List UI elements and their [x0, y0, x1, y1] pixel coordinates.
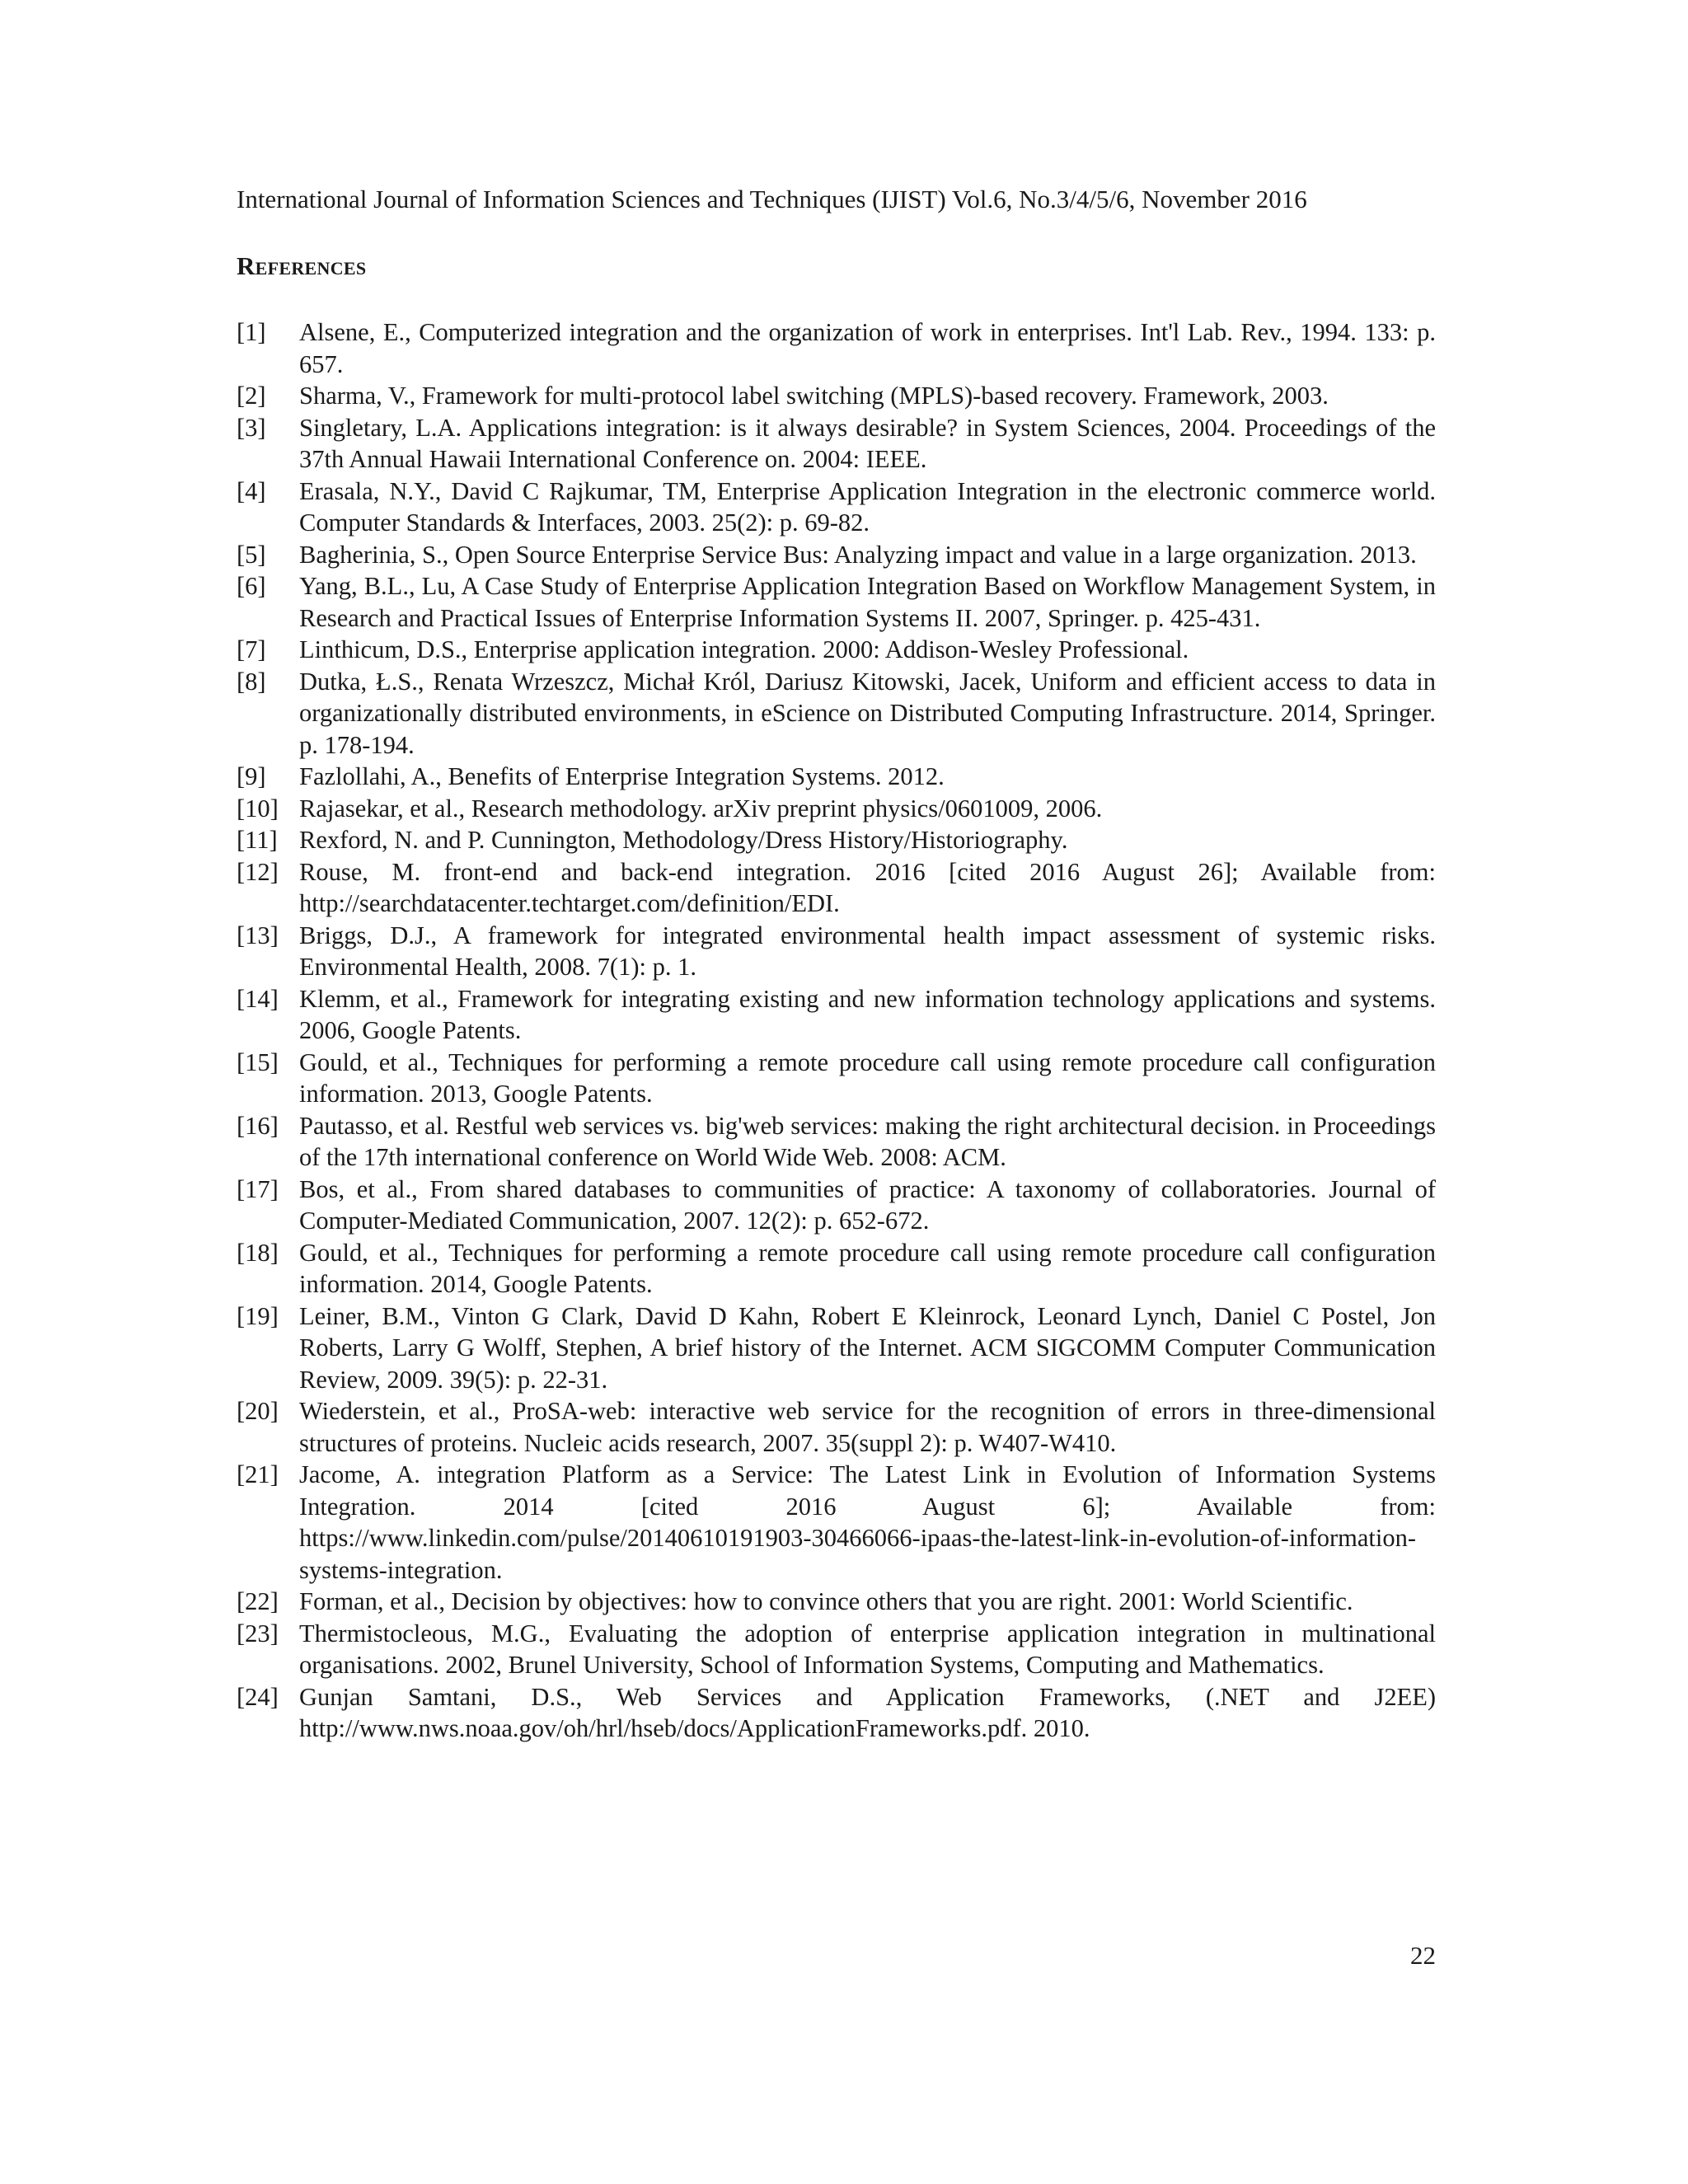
reference-item	[237, 634, 1436, 666]
reference-item	[237, 539, 1436, 571]
reference-item	[237, 476, 1436, 539]
reference-number: [23]	[237, 1619, 279, 1647]
reference-number: [11]	[237, 826, 278, 854]
reference-item	[237, 1618, 1436, 1681]
reference-text: Gould, et al., Techniques for performing a remote procedure call using remote procedure call configuration information. 2014, Google Patents.	[299, 1238, 1436, 1298]
reference-item	[237, 920, 1436, 983]
reference-text: Rexford, N. and P. Cunnington, Methodology/Dress History/Historiography.	[299, 826, 1068, 854]
reference-number: [22]	[237, 1587, 279, 1615]
reference-item	[237, 1395, 1436, 1459]
reference-number: [3]	[237, 413, 266, 442]
reference-number: [8]	[237, 667, 266, 696]
reference-text: Bagherinia, S., Open Source Enterprise Service Bus: Analyzing impact and value in a large organization. 2013.	[299, 540, 1417, 569]
reference-text: Forman, et al., Decision by objectives: how to convince others that you are right. 2001: World Scientific.	[299, 1587, 1353, 1615]
reference-text: Sharma, V., Framework for multi-protocol label switching (MPLS)-based recovery. Framework, 2003.	[299, 382, 1329, 410]
reference-number: [20]	[237, 1397, 279, 1425]
reference-number: [15]	[237, 1047, 279, 1076]
page-number: 22	[1410, 1941, 1436, 1970]
reference-item	[237, 1110, 1436, 1174]
reference-text: Briggs, D.J., A framework for integrated environmental health impact assessment of systemic risks. Environmental Health, 2008. 7(1): p. 1.	[299, 921, 1436, 981]
reference-item	[237, 1301, 1436, 1396]
reference-text: Bos, et al., From shared databases to communities of practice: A taxonomy of collaboratories. Journal of Computer-Mediated Communication, 2007. 12(2): p. 652-672.	[299, 1174, 1436, 1235]
reference-text: Erasala, N.Y., David C Rajkumar, TM, Enterprise Application Integration in the electronic commerce world. Computer Standards & Interfaces, 2003. 25(2): p. 69-82.	[299, 476, 1436, 537]
reference-number: [6]	[237, 572, 266, 600]
reference-number: [12]	[237, 857, 279, 886]
reference-item	[237, 856, 1436, 920]
reference-text: Leiner, B.M., Vinton G Clark, David D Kahn, Robert E Kleinrock, Leonard Lynch, Daniel C Postel, Jon Roberts, Larry G Wolff, Stephen, A brief history of the Internet. ACM SIGCOMM Computer Communication Review, 2009. 39(5): p. 22-31.	[299, 1301, 1436, 1394]
reference-number: [16]	[237, 1111, 279, 1140]
reference-item	[237, 983, 1436, 1047]
reference-text	[299, 1681, 1436, 1745]
reference-item	[237, 824, 1436, 856]
reference-number: [7]	[237, 635, 266, 663]
reference-number: [2]	[237, 382, 266, 410]
reference-number: [5]	[237, 540, 266, 569]
reference-text	[299, 1459, 1436, 1586]
reference-text: Wiederstein, et al., ProSA-web: interactive web service for the recognition of errors in three-dimensional structures of proteins. Nucleic acids research, 2007. 35(suppl 2): p. W407-W410.	[299, 1397, 1436, 1457]
reference-number: [14]	[237, 984, 279, 1013]
reference-text-line: Jacome, A. integration Platform as a Service: The Latest Link in Evolution of Information Systems	[299, 1460, 1436, 1488]
reference-text: Alsene, E., Computerized integration and the organization of work in enterprises. Int'l Lab. Rev., 1994. 133: p. 657.	[299, 318, 1436, 378]
reference-text: Linthicum, D.S., Enterprise application integration. 2000: Addison-Wesley Professional.	[299, 635, 1189, 663]
reference-item	[237, 316, 1436, 380]
reference-item	[237, 1237, 1436, 1301]
reference-number: [17]	[237, 1174, 279, 1203]
reference-item	[237, 1459, 1436, 1586]
reference-text: Rouse, M. front-end and back-end integration. 2016 [cited 2016 August 26]; Available from: http://searchdatacenter.techtarget.com/definition/EDI.	[299, 857, 1436, 917]
reference-list	[237, 316, 1436, 1745]
reference-item	[237, 793, 1436, 825]
reference-number: [9]	[237, 762, 266, 790]
reference-text: Yang, B.L., Lu, A Case Study of Enterprise Application Integration Based on Workflow Management System, in Research and Practical Issues of Enterprise Information Systems II. 2007, Springer. p. 425-431.	[299, 572, 1436, 632]
reference-item	[237, 380, 1436, 412]
reference-number: [24]	[237, 1682, 279, 1711]
reference-number: [13]	[237, 921, 279, 949]
reference-number: [21]	[237, 1460, 279, 1488]
reference-text-line: Integration. 2014 [cited 2016 August 6]; Available from:	[299, 1492, 1436, 1521]
reference-text: Rajasekar, et al., Research methodology. arXiv preprint physics/0601009, 2006.	[299, 794, 1103, 823]
reference-text: Singletary, L.A. Applications integration: is it always desirable? in System Sciences, 2004. Proceedings of the 37th Annual Hawaii International Conference on. 2004: IEEE.	[299, 413, 1436, 473]
reference-url: https://www.linkedin.com/pulse/20140610191903-30466066-ipaas-the-latest-link-in-evolution-of-information-systems-integration.	[299, 1524, 1417, 1584]
reference-number: [18]	[237, 1238, 279, 1267]
reference-text: Thermistocleous, M.G., Evaluating the adoption of enterprise application integration in multinational organisations. 2002, Brunel University, School of Information Systems, Computing and Mathematics.	[299, 1619, 1436, 1679]
reference-number: [1]	[237, 318, 266, 346]
running-header: International Journal of Information Sciences and Techniques (IJIST) Vol.6, No.3/4/5/6, November 2016	[237, 185, 1307, 213]
reference-item	[237, 1047, 1436, 1110]
reference-item	[237, 666, 1436, 762]
reference-item	[237, 1681, 1436, 1745]
reference-number: [19]	[237, 1301, 279, 1330]
reference-item	[237, 761, 1436, 793]
reference-text: Pautasso, et al. Restful web services vs. big'web services: making the right architectural decision. in Proceedings of the 17th international conference on World Wide Web. 2008: ACM.	[299, 1111, 1436, 1171]
reference-text: Fazlollahi, A., Benefits of Enterprise Integration Systems. 2012.	[299, 762, 945, 790]
reference-item	[237, 412, 1436, 476]
reference-number: [10]	[237, 794, 279, 823]
reference-number: [4]	[237, 476, 266, 505]
reference-text-line: Gunjan Samtani, D.S., Web Services and Application Frameworks, (.NET and J2EE)	[299, 1682, 1436, 1711]
reference-item	[237, 1174, 1436, 1237]
section-heading-references: References	[237, 251, 367, 280]
reference-item	[237, 1586, 1436, 1618]
reference-item	[237, 570, 1436, 634]
reference-text: Klemm, et al., Framework for integrating existing and new information technology applications and systems. 2006, Google Patents.	[299, 984, 1436, 1044]
reference-text: Gould, et al., Techniques for performing a remote procedure call using remote procedure call configuration information. 2013, Google Patents.	[299, 1047, 1436, 1108]
reference-text: Dutka, Ł.S., Renata Wrzeszcz, Michał Król, Dariusz Kitowski, Jacek, Uniform and efficient access to data in organizationally distributed environments, in eScience on Distributed Computing Infrastructure. 2014, Springer. p. 178-194.	[299, 667, 1436, 759]
reference-url: http://www.nws.noaa.gov/oh/hrl/hseb/docs/ApplicationFrameworks.pdf. 2010.	[299, 1714, 1090, 1742]
